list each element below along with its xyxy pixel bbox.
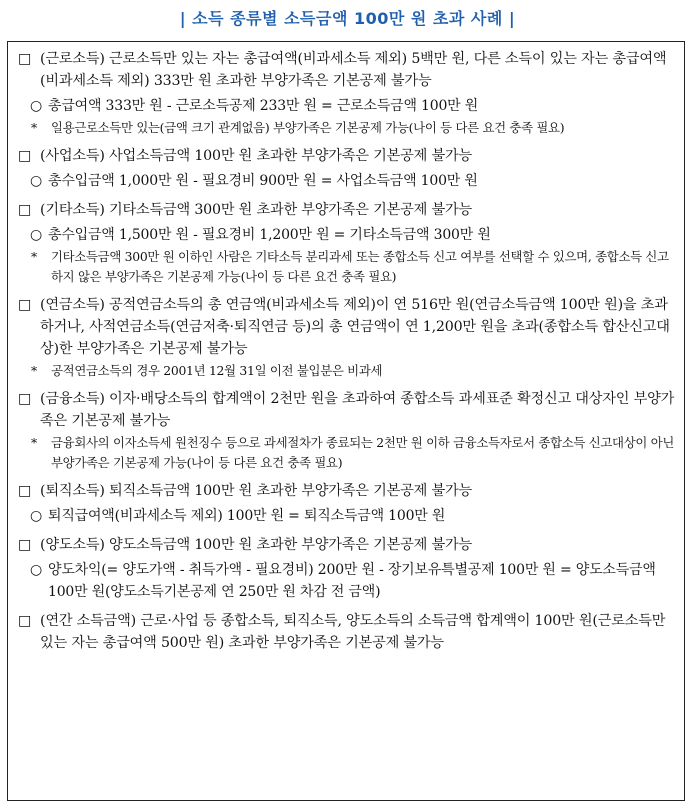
section-main [18,199,676,221]
section-main-text: (퇴직소득) 퇴직소득금액 100만 원 초과한 부양가족은 기본공제 불가능 [40,483,472,499]
asterisk-icon: * [31,435,37,450]
section-example [18,170,676,192]
section-example-text: 총수입금액 1,000만 원 - 필요경비 900만 원 = 사업소득금액 100만 원 [48,173,478,189]
section-main [18,48,676,92]
section-business-income [18,145,676,192]
section-main [18,294,676,360]
square-bullet-icon: □ [18,391,32,407]
section-pension-income [18,294,676,381]
square-bullet-icon: □ [18,202,32,218]
section-annual-income [18,610,676,654]
section-note [18,361,676,381]
section-example [18,559,676,603]
section-financial-income [18,388,676,473]
content-box [7,41,685,801]
square-bullet-icon: □ [18,483,32,499]
section-transfer-income [18,534,676,603]
section-main-text: (기타소득) 기타소득금액 300만 원 초과한 부양가족은 기본공제 불가능 [40,202,472,218]
section-other-income [18,199,676,287]
section-main [18,145,676,167]
section-example-text: 총수입금액 1,500만 원 - 필요경비 1,200만 원 = 기타소득금액 300만 원 [48,227,491,243]
section-main [18,388,676,432]
square-bullet-icon: □ [18,297,32,313]
section-note [18,433,676,473]
square-bullet-icon: □ [18,51,32,67]
section-note-text: 금융회사의 이자소득세 원천징수 등으로 과세절차가 종료되는 2천만 원 이하 금융소득자로서 종합소득 신고대상이 아닌 부양가족은 기본공제 가능(나이 등 다른 요건 충족 필요) [51,435,675,470]
section-note-text: 기타소득금액 300만 원 이하인 사람은 기타소득 분리과세 또는 종합소득 신고 여부를 선택할 수 있으며, 종합소득 신고하지 않은 부양가족은 기본공제 가능(나이 등 다른 요건 충족 필요) [51,249,669,284]
section-example [18,224,676,246]
page-title: | 소득 종류별 소득금액 100만 원 초과 사례 | [179,9,516,28]
section-example-text: 총급여액 333만 원 - 근로소득공제 233만 원 = 근로소득금액 100만 원 [48,98,479,114]
asterisk-icon: * [31,363,37,378]
square-bullet-icon: □ [18,148,32,164]
section-main [18,610,676,654]
square-bullet-icon: □ [18,613,32,629]
section-example-text: 퇴직급여액(비과세소득 제외) 100만 원 = 퇴직소득금액 100만 원 [48,508,446,524]
section-main-text: (양도소득) 양도소득금액 100만 원 초과한 부양가족은 기본공제 불가능 [40,537,472,553]
section-main [18,480,676,502]
circle-bullet-icon: ○ [30,227,43,243]
section-main-text: (사업소득) 사업소득금액 100만 원 초과한 부양가족은 기본공제 불가능 [40,148,472,164]
section-retirement-income [18,480,676,527]
circle-bullet-icon: ○ [30,508,43,524]
section-note-text: 공적연금소득의 경우 2001년 12월 31일 이전 불입분은 비과세 [51,363,383,378]
circle-bullet-icon: ○ [30,562,43,578]
section-main-text: (근로소득) 근로소득만 있는 자는 총급여액(비과세소득 제외) 5백만 원, 다른 소득이 있는 자는 총급여액(비과세소득 제외) 333만 원 초과한 부양가족은 기본공제 불가능 [40,51,667,89]
circle-bullet-icon: ○ [30,173,43,189]
section-note-text: 일용근로소득만 있는(금액 크기 관계없음) 부양가족은 기본공제 가능(나이 등 다른 요건 충족 필요) [51,120,565,135]
section-example [18,505,676,527]
asterisk-icon: * [31,120,37,135]
square-bullet-icon: □ [18,537,32,553]
section-main-text: (연간 소득금액) 근로·사업 등 종합소득, 퇴직소득, 양도소득의 소득금액 합계액이 100만 원(근로소득만 있는 자는 총급여액 500만 원) 초과한 부양가족은 기본공제 불가능 [40,613,666,651]
circle-bullet-icon: ○ [30,98,43,114]
section-note [18,118,676,138]
section-main-text: (금융소득) 이자·배당소득의 합계액이 2천만 원을 초과하여 종합소득 과세표준 확정신고 대상자인 부양가족은 기본공제 불가능 [40,391,675,429]
section-note [18,247,676,287]
section-main-text: (연금소득) 공적연금소득의 총 연금액(비과세소득 제외)이 연 516만 원(연금소득금액 100만 원)을 초과하거나, 사적연금소득(연금저축·퇴직연금 등)의 총 연금액이 연 1,200만 원을 초과(종합소득 합산신고대상)한 부양가족은 기본공제 불가능 [40,297,670,357]
section-earned-income [18,48,676,138]
section-example-text: 양도차익(= 양도가액 - 취득가액 - 필요경비) 200만 원 - 장기보유특별공제 100만 원 = 양도소득금액 100만 원(양도소득기본공제 연 250만 원 차감 전 금액) [48,562,656,600]
section-main [18,534,676,556]
asterisk-icon: * [31,249,37,264]
section-example [18,95,676,117]
